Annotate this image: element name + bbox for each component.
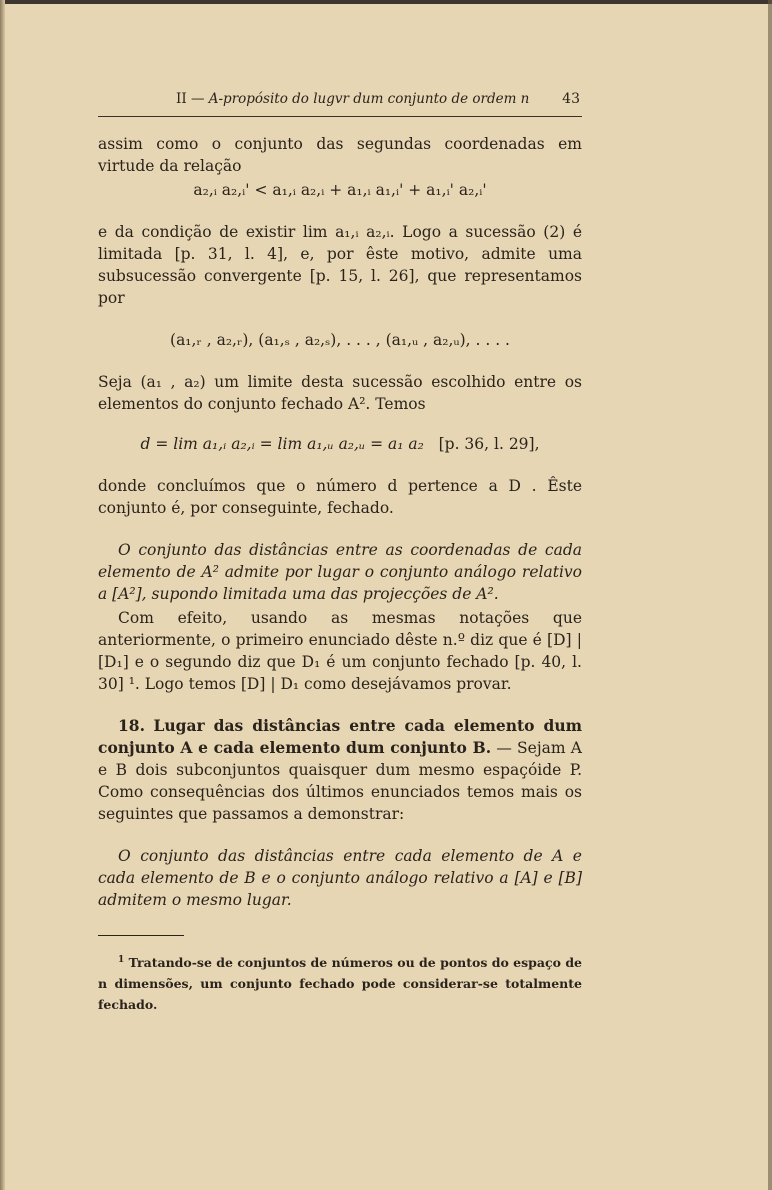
footnote-mark: 1 — [118, 955, 125, 965]
theorem-statement: O conjunto das distâncias entre as coordenadas de cada elemento de A² admite por lugar o conjunto análogo relativo a [A²], supondo limitada uma das projecções de A². — [98, 541, 582, 603]
inequality-formula: a₂,ᵢ a₂,ᵢ' < a₁,ᵢ a₂,ᵢ + a₁,ᵢ a₁,ᵢ' + a₁,ᵢ' a₂,ᵢ' — [193, 181, 487, 199]
section-number: 18. — [118, 716, 145, 735]
distance-formula — [98, 433, 582, 455]
paragraph: assim como o conjunto das segundas coordenadas em virtude da relação — [98, 135, 582, 175]
distance-formula-ref: [p. 36, l. 29], — [438, 435, 540, 453]
running-header — [98, 88, 582, 110]
page-left-edge — [0, 0, 5, 1190]
footnote-rule — [98, 935, 184, 936]
header-title-text: A-propósito do lugvr dum conjunto de ordem n — [208, 91, 530, 107]
theorem-statement: O conjunto das distâncias entre cada elemento de A e cada elemento de B e o conjunto análogo relativo a [A] e [B] admitem o mesmo lugar. — [98, 847, 582, 909]
paragraph: e da condição de existir lim a₁,ᵢ a₂,ᵢ. Logo a sucessão (2) é limitada [p. 31, l. 4], e, por êste motivo, admite uma subsucessão convergente [p. 15, l. 26], que representamos por — [98, 223, 582, 307]
footnote-text: Tratando-se de conjuntos de números ou de pontos do espaço de n dimensões, um conjunto fechado pode considerar-se totalmente fechado. — [98, 955, 583, 1013]
running-header-title — [176, 91, 529, 107]
page-right-edge — [768, 0, 772, 1190]
paragraph: Seja (a₁ , a₂) um limite desta sucessão escolhido entre os elementos do conjunto fechado A². Temos — [98, 373, 582, 413]
footnote — [98, 950, 582, 1015]
section-paragraph — [98, 715, 582, 825]
proof-paragraph: Com efeito, usando as mesmas notações que anteriormente, o primeiro enunciado dêste n.º diz que é [D] | [D₁] e o segundo diz que D₁ é um conjunto fechado [p. 40, l. 30] ¹. Logo temos [D] | D₁ como desejávamos provar. — [98, 609, 582, 693]
page-top-edge — [0, 0, 772, 4]
subsequence-formula: (a₁,ᵣ , a₂,ᵣ), (a₁,ₛ , a₂,ₛ), . . . , (a₁,ᵤ , a₂,ᵤ), . . . . — [170, 331, 510, 349]
header-prefix: II — — [176, 91, 209, 107]
book-page — [98, 88, 582, 1015]
page-number: 43 — [562, 91, 580, 107]
section-title: Lugar das distâncias entre cada elemento dum conjunto A e cada elemento dum conjunto B. — [98, 716, 582, 757]
section-text: — Sejam A e B dois subconjuntos quaisquer dum mesmo espaçóide P. Como consequências dos últimos enunciados temos mais os seguintes que passamos a demonstrar: — [98, 739, 582, 823]
header-rule — [98, 116, 582, 117]
paragraph: donde concluímos que o número d pertence a D . Êste conjunto é, por conseguinte, fechado. — [98, 477, 582, 517]
distance-formula-body: d = lim a₁,ᵢ a₂,ᵢ = lim a₁,ᵤ a₂,ᵤ = a₁ a₂ — [140, 435, 424, 453]
